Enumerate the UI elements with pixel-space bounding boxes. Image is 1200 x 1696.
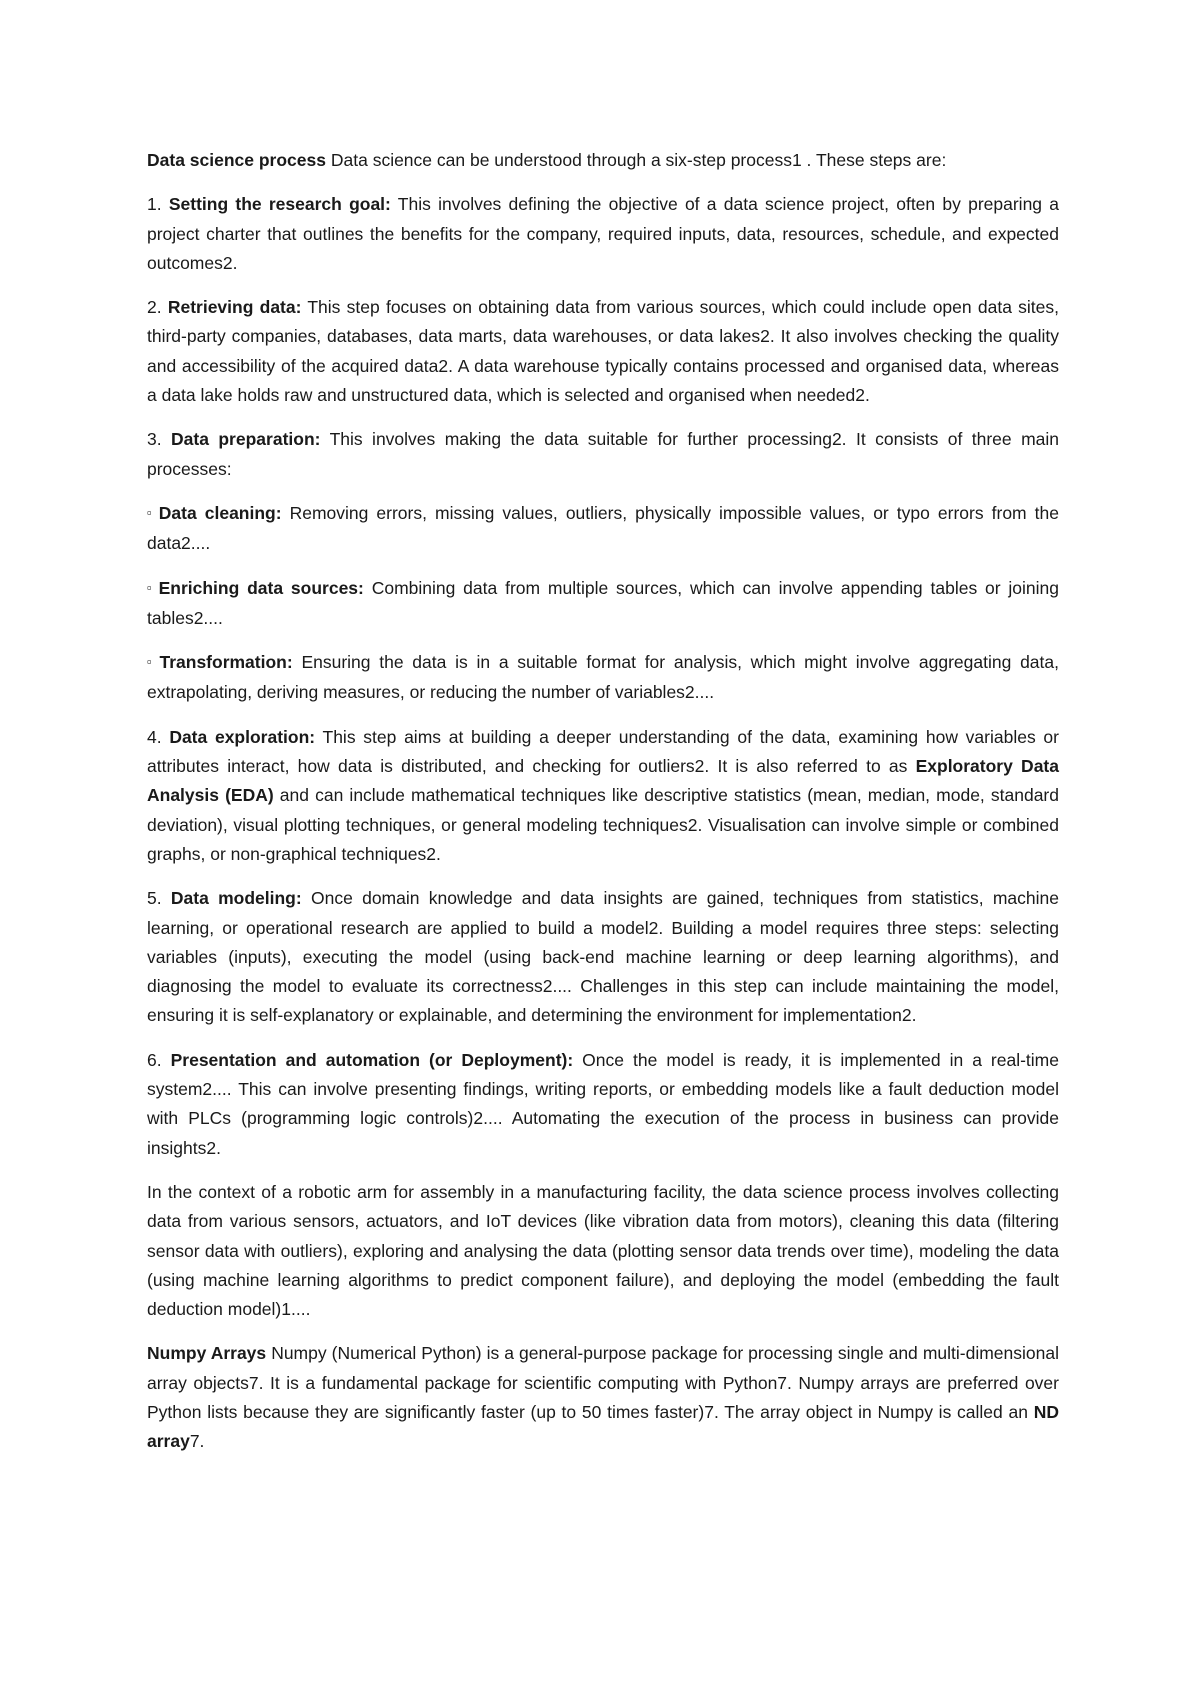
step-title: Data modeling: [170,888,302,909]
step-number: 3. [147,429,172,450]
step-title: Data exploration: [169,726,316,747]
intro-text: Data science can be understood through a six-step process1 . These steps are: [326,150,947,170]
context-paragraph [147,1178,1059,1324]
sub-item-title: Enriching data sources: [158,577,364,598]
context-text: In the context of a robotic arm for assembly in a manufacturing facility, the data science process involves collecting data from various sensors, actuators, and IoT devices (like vibration data from motors), cleaning this data (filtering sensor data with outliers), exploring and analysing the data (plotting sensor data trends over time), modeling the data (using machine learning algorithms to predict component failure), and deploying the model (embedding the fault deduction model)1.... [147,1181,1059,1320]
step-text: Once domain knowledge and data insights are gained, techniques from statistics, machine learning, or operational research are applied to build a model2. Building a model requires three steps: selecting variables (inputs), executing the model (using back-end machine learning or deep learning algorithms), and diagnosing the model to evaluate its correctness2.... Challenges in this step can include maintaining the model, ensuring it is self-explanatory or explainable, and determining the environment for implementation2. [147,888,1059,1026]
sub-item-title: Data cleaning: [158,502,282,523]
step-title: Retrieving data: [167,297,302,318]
numpy-text-end: 7. [189,1431,205,1452]
step-1-paragraph [147,190,1059,278]
eda-term: Exploratory Data Analysis (EDA) [147,756,1059,806]
step-title: Presentation and automation (or Deployment): [170,1049,574,1070]
numpy-paragraph [147,1339,1059,1456]
step-number: 6. [147,1049,171,1070]
step-title: Setting the research goal: [168,194,391,215]
step-number: 5. [147,888,171,909]
step-text: This step focuses on obtaining data from various sources, which could include open data sites, third-party companies, databases, data marts, data warehouses, or data lakes2. It also involves checking the quality and accessibility of the acquired data2. A data warehouse typically contains processed and organised data, whereas a data lake holds raw and unstructured data, which is selected and organised when needed2. [147,297,1059,406]
sub-item-text: Combining data from multiple sources, which can involve appending tables or joining tables2.... [147,577,1060,628]
sub-item-text: Ensuring the data is in a suitable format for analysis, which might involve aggregating data, extrapolating, deriving measures, or reducing the number of variables2.... [147,652,1059,703]
step-text: This step aims at building a deeper understanding of the data, examining how variables or attributes interact, how data is distributed, and checking for outliers2. It is also referred to as [147,726,1059,777]
step-4-paragraph [147,723,1059,869]
bullet-icon: ▫ [147,654,156,670]
step-6-paragraph [147,1046,1059,1163]
step-number: 1. [147,194,169,215]
nd-array-term: ND array [147,1401,1059,1452]
step-text-continued: and can include mathematical techniques like descriptive statistics (mean, median, mode, standard deviation), visual plotting techniques, or general modeling techniques2. Visualisation can involve simple or combined graphs, or non-graphical techniques2. [147,785,1059,864]
step-2-paragraph [147,293,1059,410]
step-title: Data preparation: [171,429,321,450]
sub-item-enriching [147,574,1059,634]
intro-paragraph [147,146,1059,175]
step-text: Once the model is ready, it is implemented in a real-time system2.... This can involve presenting findings, writing reports, or embedding models like a fault deduction model with PLCs (programming logic controls)2.... Automating the execution of the process in business can provide insights2. [147,1049,1059,1158]
step-text: This involves making the data suitable for further processing2. It consists of three main processes: [147,429,1059,479]
step-number: 2. [147,297,168,318]
step-5-paragraph [147,884,1059,1030]
sub-item-title: Transformation: [159,652,293,673]
sub-item-text: Removing errors, missing values, outliers, physically impossible values, or typo errors from the data2.... [147,502,1059,554]
document-body [147,146,1059,1472]
step-text: This involves defining the objective of a data science project, often by preparing a project charter that outlines the benefits for the company, required inputs, data, resources, schedule, and expected outcomes2. [147,194,1059,273]
bullet-icon: ▫ [147,504,155,520]
sub-item-transformation [147,648,1059,708]
section-heading: Data science process [147,150,326,170]
step-number: 4. [147,726,170,747]
step-3-paragraph [147,425,1059,484]
bullet-icon: ▫ [147,579,155,595]
section-heading: Numpy Arrays [147,1343,267,1364]
sub-item-data-cleaning [147,499,1059,559]
numpy-text: Numpy (Numerical Python) is a general-purpose package for processing single and multi-dimensional array objects7. It is a fundamental package for scientific computing with Python7. Numpy arrays are preferred over Python lists because they are significantly faster (up to 50 times faster)7. The array object in Numpy is called an [147,1343,1059,1422]
